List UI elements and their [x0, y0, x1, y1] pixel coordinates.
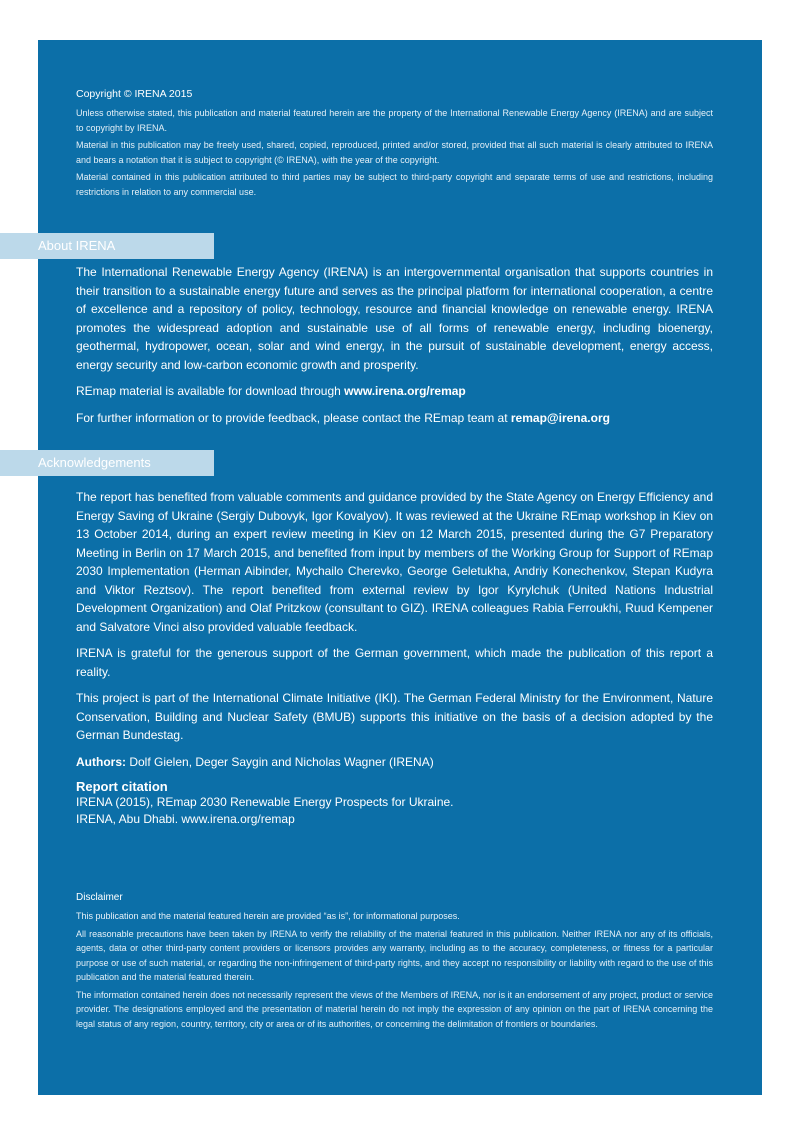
download-link[interactable]: www.irena.org/remap — [344, 384, 466, 398]
blue-panel — [38, 40, 762, 1095]
contact-line — [76, 409, 713, 428]
citation-line: IRENA (2015), REmap 2030 Renewable Energy Prospects for Ukraine. — [76, 795, 454, 809]
acknowledgements-paragraph: This project is part of the International Climate Initiative (IKI). The German Federal Ministry for the Environment, Nature Conservation, Building and Nuclear Safety (BMUB) supports this initiative on the basis of a decision adopted by the German Bundestag. — [76, 691, 713, 742]
copyright-paragraph: Unless otherwise stated, this publication and material featured herein are the property of the International Renewable Energy Agency (IRENA) and are subject to copyright by IRENA. — [76, 108, 713, 133]
copyright-title: Copyright © IRENA 2015 — [76, 88, 193, 100]
copyright-paragraph: Material in this publication may be freely used, shared, copied, reproduced, printed and/or stored, provided that all such material is clearly attributed to IRENA and bears a notation that it is subject to copyright (© IRENA), with the year of the copyright. — [76, 140, 713, 165]
citation-heading: Report citation — [76, 779, 168, 794]
contact-text: For further information or to provide feedback, please contact the REmap team at — [76, 410, 511, 425]
authors: Dolf Gielen, Deger Saygin and Nicholas Wagner (IRENA) — [126, 754, 434, 769]
acknowledgements-heading: Acknowledgements — [38, 455, 151, 470]
disclaimer-section — [76, 892, 713, 1034]
download-text: REmap material is available for download through — [76, 384, 345, 398]
disclaimer-paragraph: All reasonable precautions have been taken by IRENA to verify the reliability of the material featured in this publication. Neither IRENA nor any of its officials, agents, data or other third-party content providers or licensors provides any warranty, including as to the accuracy, completeness, or fitness for a particular purpose or use of such material, or regarding the non-infringement of third-party rights, and they accept no responsibility or liability with regard to the use of this publication and the material featured therein. — [76, 928, 713, 982]
about-section — [76, 263, 713, 435]
disclaimer-title: Disclaimer — [76, 892, 123, 903]
download-line — [76, 382, 713, 401]
acknowledgements-heading-tab — [0, 450, 214, 476]
acknowledgements-paragraph: IRENA is grateful for the generous support of the German government, which made the publication of this report a reality. — [76, 646, 713, 679]
disclaimer-paragraph: The information contained herein does not necessarily represent the views of the Members of IRENA, nor is it an endorsement of any project, product or service provider. The designations employed and the presentation of material herein do not imply the expression of any opinion on the part of IRENA concerning the legal status of any region, country, territory, city or area or of its authorities, or concerning the delimitation of frontiers or boundaries. — [76, 989, 713, 1029]
acknowledgements-paragraph: The report has benefited from valuable comments and guidance provided by the State Agency on Energy Efficiency and Energy Saving of Ukraine (Sergiy Dubovyk, Igor Kovalyov). It was reviewed at the Ukraine REmap workshop in Kiev on 13 October 2014, during an expert review meeting in Kiev on 12 March 2015, presented during the G7 Preparatory Meeting in Berlin on 17 March 2015, and benefited from input by members of the Working Group for Support of REmap 2030 Implementation (Herman Aibinder, Mychailo Cherevko, George Geletukha, Andriy Konechenkov, Stepan Kudyra and Viktor Reztsov). The report benefited from external review by Igor Kyrylchuk (United Nations Industrial Development Organization) and Olaf Pritzkow (consultant to GIZ). IRENA colleagues Rabia Ferroukhi, Ruud Kempener and Salvatore Vinci also provided valuable feedback. — [76, 490, 713, 634]
acknowledgements-section — [76, 488, 713, 828]
authors-line — [76, 753, 713, 772]
copyright-paragraph: Material contained in this publication attributed to third parties may be subject to third-party copyright and separate terms of use and restrictions, including restrictions in relation to any commercial use. — [76, 172, 713, 197]
disclaimer-paragraph: This publication and the material featured herein are provided “as is”, for informational purposes. — [76, 911, 460, 921]
authors-label: Authors: — [76, 754, 126, 769]
copyright-section — [76, 106, 713, 202]
about-paragraph: The International Renewable Energy Agency (IRENA) is an intergovernmental organisation that supports countries in their transition to a sustainable energy future and serves as the principal platform for international cooperation, a centre of excellence and a repository of policy, technology, resource and financial knowledge on renewable energy. IRENA promotes the widespread adoption and sustainable use of all forms of renewable energy, including bioenergy, geothermal, hydropower, ocean, solar and wind energy, in the pursuit of sustainable development, energy access, energy security and low-carbon economic growth and prosperity. — [76, 265, 713, 372]
about-heading-tab — [0, 233, 214, 259]
citation-line: IRENA, Abu Dhabi. www.irena.org/remap — [76, 812, 295, 826]
contact-email-link[interactable]: remap@irena.org — [510, 410, 610, 425]
about-heading: About IRENA — [38, 238, 116, 253]
